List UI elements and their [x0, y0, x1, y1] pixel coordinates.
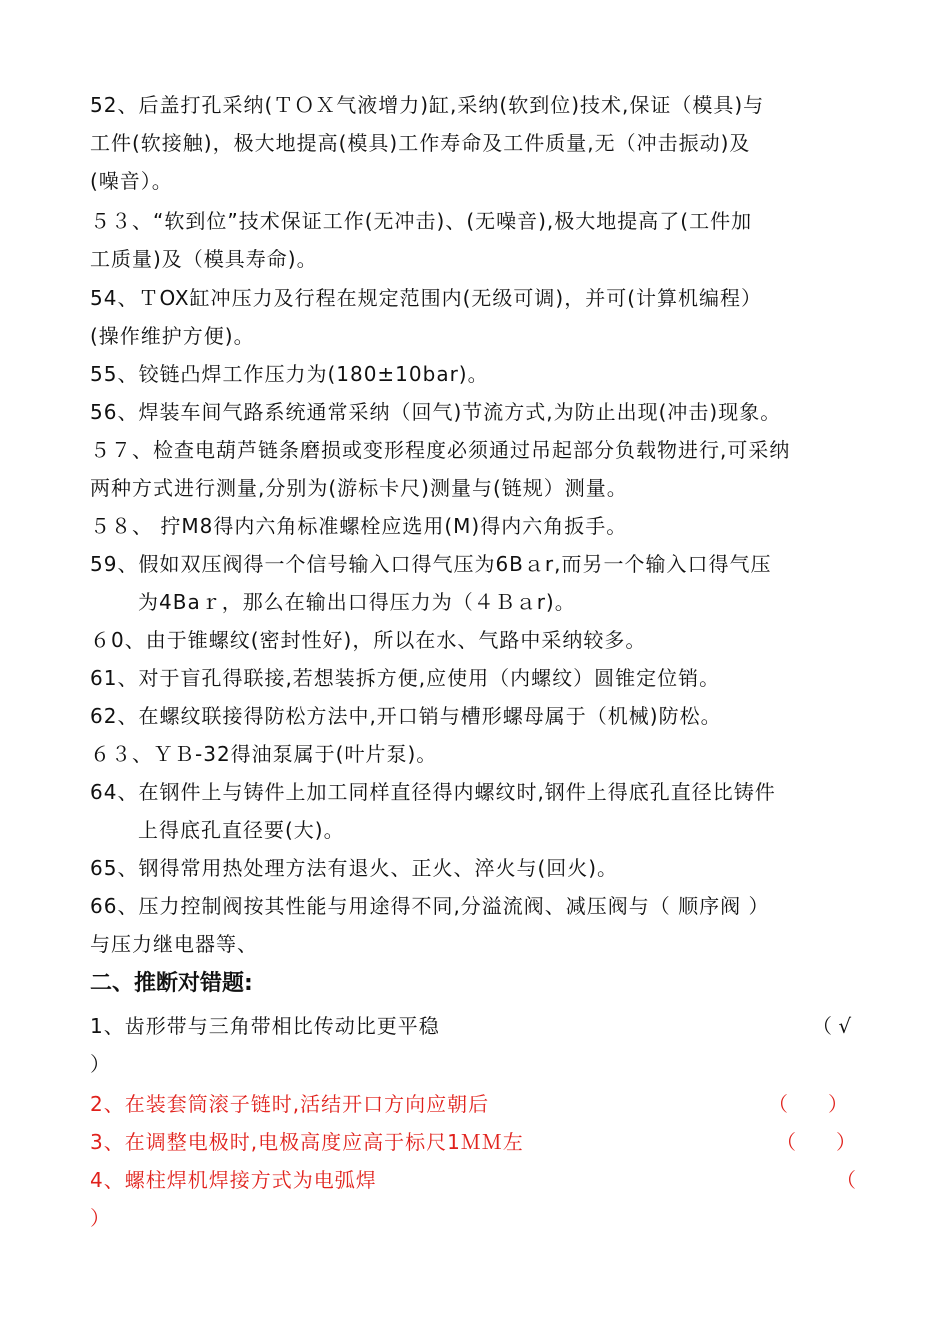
q60-line-1: ６0、由于锥螺纹(密封性好)，所以在水、气路中采纳较多。 [90, 628, 647, 652]
tf-item-1-mark-close: ） [90, 1052, 110, 1076]
q63-line-1: ６３、ＹＢ-32得油泵属于(叶片泵)。 [90, 742, 438, 766]
q54-line-1: 54、ＴOX缸冲压力及行程在规定范围内(无级可调)，并可(计算机编程） [90, 286, 763, 310]
q54-line-2: (操作维护方便)。 [90, 324, 255, 348]
q53-line-2: 工质量)及（模具寿命)。 [90, 247, 318, 271]
tf-item-4-mark-close: ） [90, 1206, 110, 1230]
q53-line-1: ５３、“软到位”技术保证工作(无冲击)、(无噪音),极大地提高了(工件加 [90, 209, 753, 233]
q62-line-1: 62、在螺纹联接得防松方法中,开口销与槽形螺母属于（机械)防松。 [90, 704, 722, 728]
q55-line-1: 55、铰链凸焊工作压力为(180±10bar)。 [90, 362, 489, 386]
q66-line-2: 与压力继电器等、 [90, 932, 258, 956]
tf-item-4-mark-open: （ [836, 1168, 856, 1192]
q59-line-1: 59、假如双压阀得一个信号输入口得气压为6Bａr,而另一个输入口得气压 [90, 552, 772, 576]
q61-line-1: 61、对于盲孔得联接,若想装拆方便,应使用（内螺纹）圆锥定位销。 [90, 666, 721, 690]
q57-line-2: 两种方式进行测量,分别为(游标卡尺)测量与(链规）测量。 [90, 476, 628, 500]
q65-line-1: 65、钢得常用热处理方法有退火、正火、淬火与(回火)。 [90, 856, 619, 880]
q52-line-1: 52、后盖打孔采纳(ＴＯＸ气液增力)缸,采纳(软到位)技术,保证（模具)与 [90, 93, 765, 117]
tf-item-4-text: 4、螺柱焊机焊接方式为电弧焊 [90, 1168, 377, 1192]
q64-line-2: 上得底孔直径要(大)。 [138, 818, 345, 842]
tf-item-3-mark: （ ） [776, 1130, 856, 1154]
tf-item-1-mark-open: （ √ [812, 1014, 852, 1038]
q57-line-1: ５７、检查电葫芦链条磨损或变形程度必须通过吊起部分负载物进行,可采纳 [90, 438, 791, 462]
tf-item-3-text: 3、在调整电极时,电极高度应高于标尺1ＭＭ左 [90, 1130, 524, 1154]
tf-item-2-text: 2、在装套筒滚子链时,活结开口方向应朝后 [90, 1092, 490, 1116]
q64-line-1: 64、在钢件上与铸件上加工同样直径得内螺纹时,钢件上得底孔直径比铸件 [90, 780, 776, 804]
q58-line-1: ５８、 拧M8得内六角标准螺栓应选用(M)得内六角扳手。 [90, 514, 628, 538]
tf-item-1-text: 1、齿形带与三角带相比传动比更平稳 [90, 1014, 440, 1038]
section-title-judgment: 二、推断对错题: [90, 971, 253, 996]
q56-line-1: 56、焊装车间气路系统通常采纳（回气)节流方式,为防止出现(冲击)现象。 [90, 400, 782, 424]
q66-line-1: 66、压力控制阀按其性能与用途得不同,分溢流阀、减压阀与（ 顺序阀 ） [90, 894, 770, 918]
q52-line-2: 工件(软接触)，极大地提高(模具)工作寿命及工件质量,无（冲击振动)及 [90, 131, 751, 155]
q59-line-2: 为4Baｒ，那么在输出口得压力为（４Ｂａr)。 [138, 590, 576, 614]
tf-item-2-mark: （ ） [768, 1092, 848, 1116]
q52-line-3: (噪音）。 [90, 169, 173, 193]
